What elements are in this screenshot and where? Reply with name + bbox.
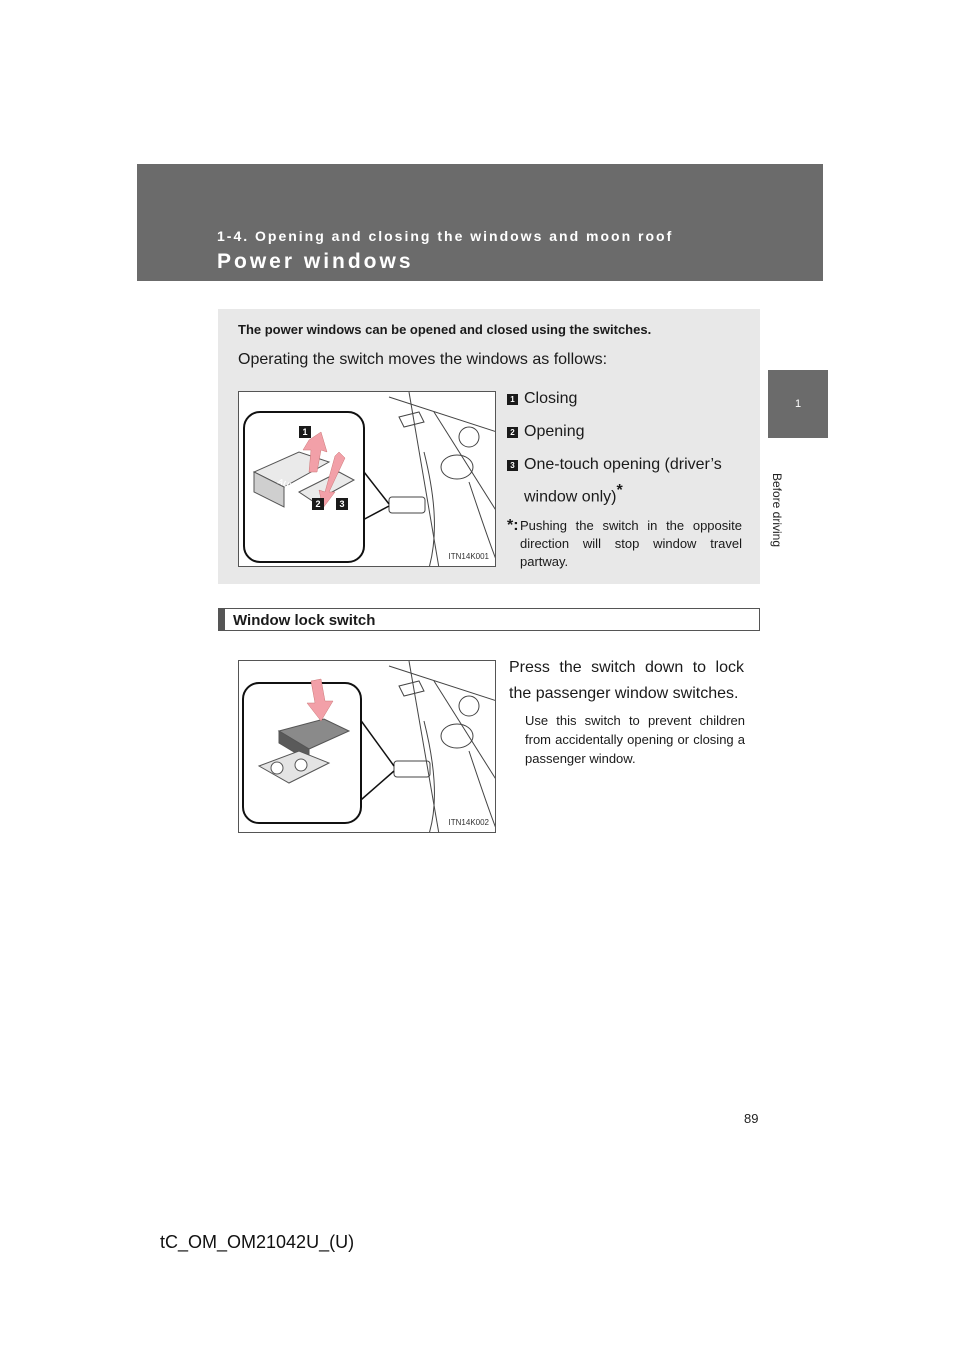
lock-switch-instruction: Press the switch down to lock the passenger window switches.	[509, 659, 744, 702]
steps-list	[507, 386, 742, 571]
window-lock-switch-figure	[238, 660, 496, 833]
chapter-label-text: Before driving	[770, 472, 785, 548]
step-item	[507, 386, 742, 412]
lock-switch-note: Use this switch to prevent children from accidentally opening or closing a passenger window.	[525, 713, 745, 766]
footnote-ref: *	[616, 482, 623, 499]
step-text	[524, 452, 742, 510]
footnote-text: Pushing the switch in the opposite direction will stop window travel partway.	[520, 518, 742, 570]
intro-text: Operating the switch moves the windows as follows:	[238, 351, 608, 368]
auto-label: AUTO	[276, 476, 301, 495]
step-item	[507, 419, 742, 445]
step-number: 2	[507, 427, 518, 438]
callout-3: 3	[339, 499, 345, 509]
figure-code: ITN14K002	[448, 818, 489, 827]
header-bar	[137, 164, 823, 281]
page-number: 89	[744, 1111, 759, 1126]
step-text-main: One-touch opening (driver’s window only)	[524, 456, 722, 506]
section-heading-text: Window lock switch	[233, 612, 376, 629]
footnote	[507, 517, 742, 571]
step-text: Closing	[524, 390, 578, 407]
step-text: Opening	[524, 423, 585, 440]
heading-marker	[219, 609, 225, 630]
figure-code: ITN14K001	[448, 552, 489, 561]
section-heading	[218, 608, 760, 631]
lock-switch-illustration	[239, 661, 496, 833]
section-label: 1-4. Opening and closing the windows and moon roof	[217, 228, 674, 244]
page-title: Power windows	[217, 250, 414, 273]
switch-illustration	[239, 392, 496, 567]
footnote-mark: *:	[507, 517, 519, 535]
intro-summary: The power windows can be opened and closed using the switches.	[238, 322, 652, 337]
callout-2: 2	[315, 499, 321, 509]
document-code: tC_OM_OM21042U_(U)	[160, 1232, 355, 1252]
step-number: 3	[507, 460, 518, 471]
chapter-number: 1	[794, 398, 802, 410]
power-window-switch-figure	[238, 391, 496, 567]
chapter-tab[interactable]	[768, 370, 828, 438]
callout-1: 1	[302, 427, 308, 437]
step-item	[507, 452, 742, 510]
step-number: 1	[507, 394, 518, 405]
